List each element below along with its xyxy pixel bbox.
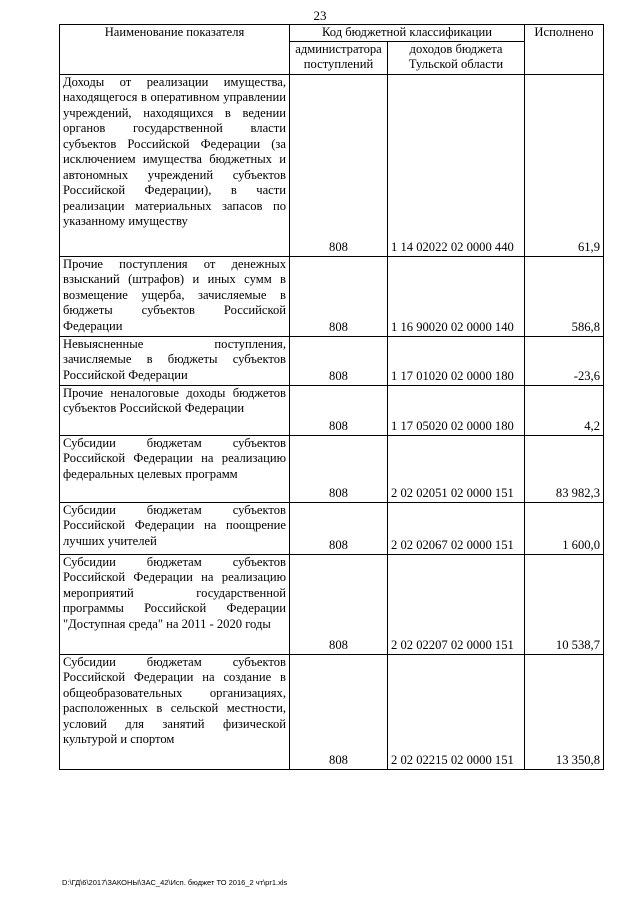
row-amount: -23,6 [525,336,604,385]
row-budget-code: 2 02 02067 02 0000 151 [388,502,525,554]
row-amount: 586,8 [525,256,604,336]
row-amount: 10 538,7 [525,554,604,654]
row-name: Субсидии бюджетам субъектов Российской Федерации на реализацию федеральных целевых программ [60,435,290,502]
row-amount: 61,9 [525,74,604,256]
row-budget-code: 1 17 05020 02 0000 180 [388,385,525,435]
row-admin-code: 808 [290,502,388,554]
row-name: Субсидии бюджетам субъектов Российской Федерации на поощрение лучших учителей [60,502,290,554]
row-admin-code: 808 [290,385,388,435]
row-budget-code: 1 17 01020 02 0000 180 [388,336,525,385]
header-indicator: Наименование показателя [60,25,290,75]
table-row [60,654,604,769]
row-admin-code: 808 [290,554,388,654]
table-row [60,385,604,435]
row-name: Прочие поступления от денежных взысканий (штрафов) и иных сумм в возмещение ущерба, зачисляемые в бюджеты субъектов Российской Федерации [60,256,290,336]
row-budget-code: 1 14 02022 02 0000 440 [388,74,525,256]
row-admin-code: 808 [290,435,388,502]
row-amount: 13 350,8 [525,654,604,769]
table-row [60,336,604,385]
row-name: Субсидии бюджетам субъектов Российской Федерации на реализацию мероприятий государственной программы Российской Федерации "Доступная среда" на 2011 - 2020 годы [60,554,290,654]
row-name: Субсидии бюджетам субъектов Российской Федерации на создание в общеобразовательных организациях, расположенных в сельской местности, условий для занятий физической культурой и спортом [60,654,290,769]
row-name: Невыясненные поступления, зачисляемые в бюджеты субъектов Российской Федерации [60,336,290,385]
header-revenue: доходов бюджета Тульской области [388,41,525,74]
budget-table [59,24,604,770]
file-path-footer: D:\ГД\6\2017\ЗАКОНЫ\ЗАС_42\Исп. бюджет ТО 2016_2 чт\pr1.xls [62,878,288,887]
table-row [60,435,604,502]
header-executed: Исполнено [525,25,604,75]
row-budget-code: 1 16 90020 02 0000 140 [388,256,525,336]
row-amount: 4,2 [525,385,604,435]
row-admin-code: 808 [290,74,388,256]
row-budget-code: 2 02 02215 02 0000 151 [388,654,525,769]
table-row [60,554,604,654]
row-name: Прочие неналоговые доходы бюджетов субъектов Российской Федерации [60,385,290,435]
header-budget-code: Код бюджетной классификации [290,25,525,42]
row-budget-code: 2 02 02051 02 0000 151 [388,435,525,502]
row-admin-code: 808 [290,256,388,336]
page-number: 23 [313,8,327,23]
table-row [60,74,604,256]
header-admin: администратора поступлений [290,41,388,74]
table-row [60,502,604,554]
row-amount: 1 600,0 [525,502,604,554]
row-amount: 83 982,3 [525,435,604,502]
row-budget-code: 2 02 02207 02 0000 151 [388,554,525,654]
row-name: Доходы от реализации имущества, находящегося в оперативном управлении учреждений, находящихся в ведении органов государственной власти субъектов Российской Федерации (за исключением имущества бюджетных и автономных учреждений субъектов Российской Федерации), в части реализации материальных запасов по указанному имуществу [60,74,290,256]
table-row [60,256,604,336]
row-admin-code: 808 [290,336,388,385]
row-admin-code: 808 [290,654,388,769]
